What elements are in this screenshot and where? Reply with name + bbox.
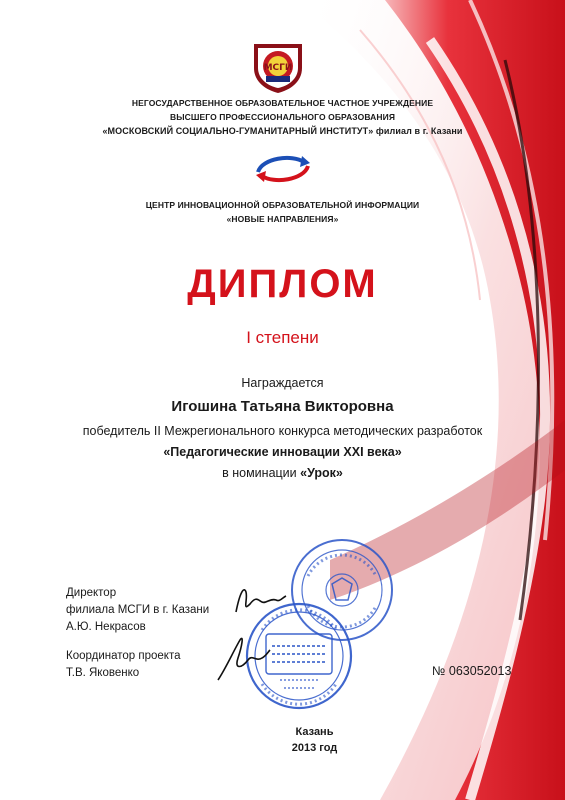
director-branch: филиала МСГИ в г. Казани [66, 604, 210, 616]
footer-year: 2013 год [291, 742, 338, 754]
nomination-line [0, 466, 565, 480]
diploma-title: ДИПЛОМ [187, 262, 378, 306]
director-block [66, 585, 209, 636]
nomination-value: «Урок» [300, 466, 343, 480]
org-line-1: НЕГОСУДАРСТВЕННОЕ ОБРАЗОВАТЕЛЬНОЕ ЧАСТНОЕ УЧРЕЖДЕНИЕ [131, 98, 434, 108]
org-line-2: ВЫСШЕГО ПРОФЕССИОНАЛЬНОГО ОБРАЗОВАНИЯ [169, 112, 396, 122]
svg-text:МСГИ: МСГИ [263, 63, 293, 73]
coordinator-block [66, 648, 180, 682]
diploma-number: № 063052013 [432, 664, 512, 678]
director-signature [232, 582, 288, 618]
center-line-1: ЦЕНТР ИННОВАЦИОННОЙ ОБРАЗОВАТЕЛЬНОЙ ИНФОРМАЦИИ [145, 200, 420, 210]
award-description: победитель II Межрегионального конкурса методических разработок [82, 424, 483, 438]
center-line-2: «НОВЫЕ НАПРАВЛЕНИЯ» [226, 214, 339, 224]
director-name: А.Ю. Некрасов [66, 621, 146, 633]
contest-name: «Педагогические инновации XXI века» [163, 445, 402, 459]
footer-city: Казань [295, 726, 334, 738]
center-logo-icon [252, 150, 314, 186]
awarded-label: Награждается [241, 376, 324, 390]
recipient-name: Игошина Татьяна Викторовна [171, 398, 394, 415]
org-line-3: «МОСКОВСКИЙ СОЦИАЛЬНО-ГУМАНИТАРНЫЙ ИНСТИТУТ» филиал в г. Казани [102, 126, 463, 136]
coordinator-title: Координатор проекта [66, 650, 181, 662]
institute-emblem [248, 38, 308, 94]
director-title: Директор [66, 587, 117, 599]
coordinator-signature [212, 632, 272, 686]
nomination-prefix: в номинации [222, 466, 301, 480]
diploma-degree: I степени [246, 328, 319, 347]
coordinator-name: Т.В. Яковенко [66, 667, 140, 679]
